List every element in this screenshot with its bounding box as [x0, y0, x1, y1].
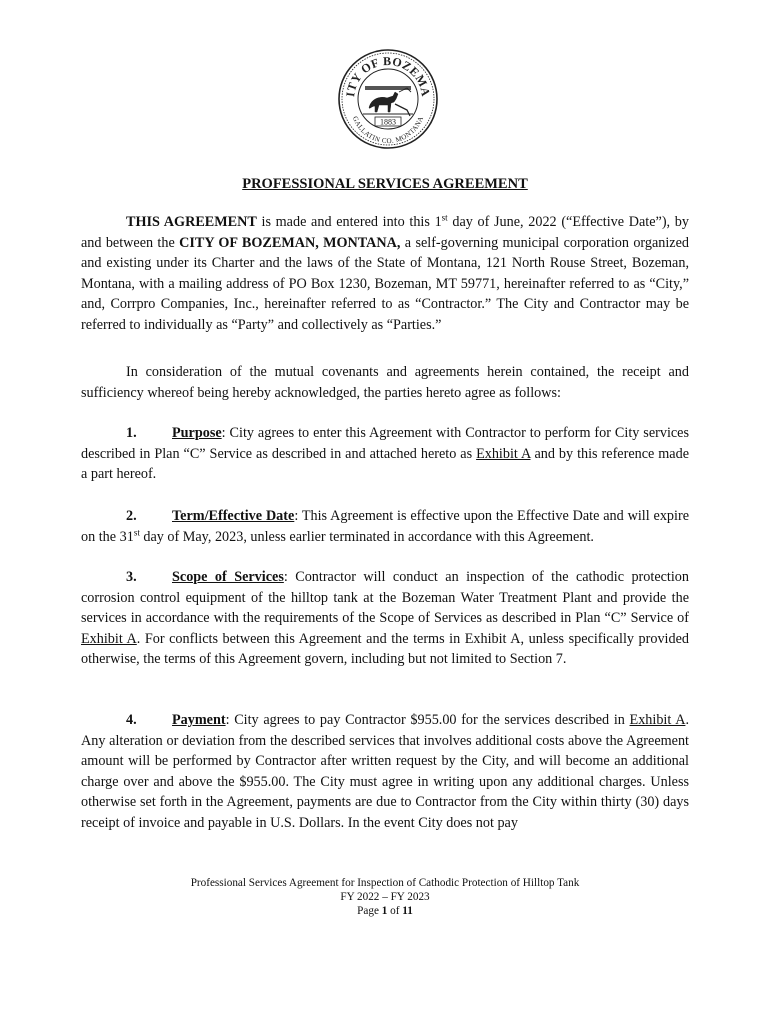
footer-fiscal-years: FY 2022 – FY 2023 — [340, 891, 430, 903]
section-4: 4. Payment: City agrees to pay Contractor $955.00 for the services described in Exhibit A. Any alteration or deviation from the described services that involves additional costs above the Agreement amount will be performed by Contractor after written request by the City, and will become an additional charge over and above the $955.00. The City must agree in writing upon any additional charges. Unless otherwise set forth in the Agreement, payments are due to Contractor from the City within thirty (30) days receipt of invoice and payable in U.S. Dollars. In the event City does not pay — [81, 712, 689, 831]
section-heading: Payment — [172, 712, 226, 728]
party-city: CITY OF BOZEMAN, MONTANA, — [179, 234, 401, 251]
section-2: 2. Term/Effective Date: This Agreement is effective upon the Effective Date and will expire on the 31st day of May, 2023, unless earlier terminated in accordance with this Agreement. — [81, 508, 689, 545]
section-number: 4. — [126, 712, 137, 728]
exhibit-reference: Exhibit A — [476, 445, 531, 462]
svg-text:CITY OF BOZEMAN — [337, 48, 433, 98]
document-title: PROFESSIONAL SERVICES AGREEMENT — [242, 176, 528, 192]
intro-lead: THIS AGREEMENT — [126, 214, 257, 230]
exhibit-reference: Exhibit A — [81, 630, 137, 647]
section-number: 3. — [126, 569, 137, 585]
section-heading: Term/Effective Date — [172, 508, 295, 524]
section-number: 1. — [126, 425, 137, 441]
section-heading: Purpose — [172, 425, 222, 441]
intro-paragraph: THIS AGREEMENT is made and entered into this 1st day of June, 2022 (“Effective Date”), by and between the CITY OF BOZEMAN, MONTANA, a self-governing municipal corporation organized and existing under its Charter and the laws of the State of Montana, 121 North Rouse Street, Bozeman, Montana, with a mailing address of PO Box 1230, Bozeman, MT 59771, hereinafter referred to as “City,” and, Corrpro Companies, Inc., hereinafter referred to as “Contractor.” The City and Contractor may be referred to individually as “Party” and collectively as “Parties.” — [81, 212, 689, 333]
seal-year: 1883 — [380, 117, 396, 127]
page-number: 1 — [381, 905, 388, 917]
section-1: 1. Purpose: City agrees to enter this Agreement with Contractor to perform for City services described in Plan “C” Service as described in and attached hereto as Exhibit A and by this reference made a part hereof. — [81, 425, 689, 483]
footer-title: Professional Services Agreement for Inspection of Cathodic Protection of Hilltop Tank — [190, 877, 580, 889]
section-3: 3. Scope of Services: Contractor will conduct an inspection of the cathodic protection corrosion control equipment of the hilltop tank at the Bozeman Water Treatment Plant and provide the services in accordance with the requirements of the Scope of Services as described in Plan “C” Service of Exhibit A. For conflicts between this Agreement and the terms in Exhibit A, unless specifically provided otherwise, the terms of this Agreement govern, including but not limited to Section 7. — [81, 569, 689, 668]
seal-top-text: ITY OF BOZEMA — [343, 53, 434, 98]
seal-bottom-text: GALLATIN CO. MONTANA — [350, 115, 426, 146]
section-heading: Scope of Services — [172, 569, 284, 585]
page-footer — [0, 876, 770, 918]
consideration-paragraph: In consideration of the mutual covenants and agreements herein contained, the receipt and sufficiency whereof being hereby acknowledged, the parties hereto agree as follows: — [81, 364, 689, 401]
page-total: 11 — [402, 905, 413, 917]
page-indicator: Page 1 of 11 — [357, 905, 413, 917]
exhibit-reference: Exhibit A — [629, 712, 686, 728]
section-number: 2. — [126, 508, 137, 524]
city-seal — [337, 48, 439, 150]
